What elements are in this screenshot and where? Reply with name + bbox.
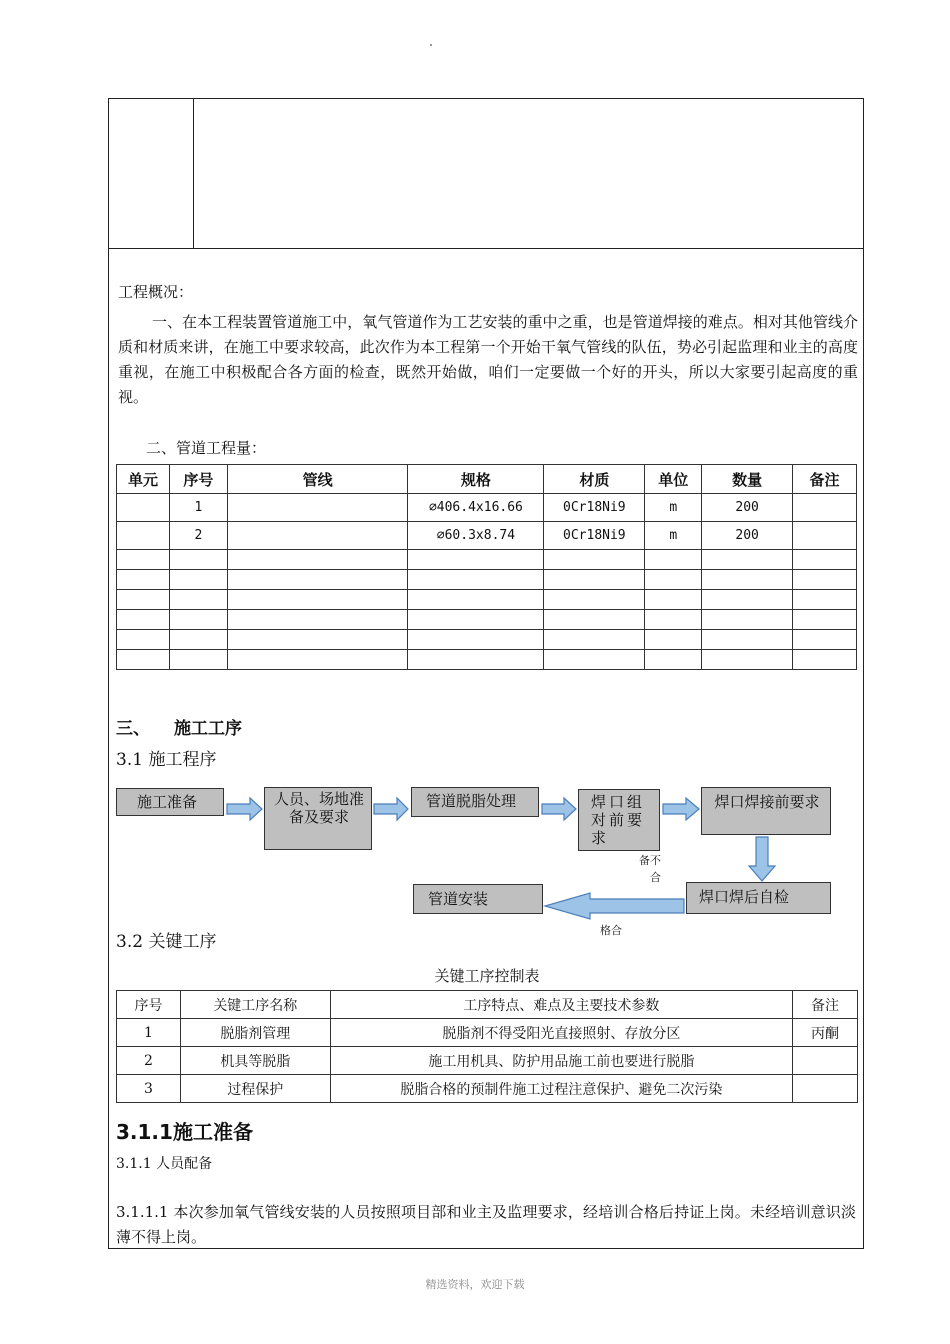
sub-heading-3-1: 3.1 施工程序 bbox=[116, 750, 217, 770]
cell: 1 bbox=[117, 1019, 181, 1047]
arrow-right-icon bbox=[663, 798, 699, 820]
col-header: 单位 bbox=[645, 465, 702, 494]
cell: 过程保护 bbox=[180, 1075, 330, 1103]
col-header: 序号 bbox=[117, 991, 181, 1019]
cell: 200 bbox=[702, 522, 793, 550]
cell: m bbox=[645, 494, 702, 522]
col-header: 备注 bbox=[793, 465, 857, 494]
prep-heading: 3.1.1施工准备 bbox=[116, 1120, 253, 1144]
quantities-heading: 二、管道工程量： bbox=[146, 439, 267, 457]
flow-step-personnel: 人员、场地准备及要求 bbox=[264, 787, 372, 850]
cell: 脱脂合格的预制件施工过程注意保护、避免二次污染 bbox=[330, 1075, 792, 1103]
col-header: 管线 bbox=[227, 465, 408, 494]
table-row bbox=[117, 1019, 858, 1047]
col-header: 材质 bbox=[544, 465, 645, 494]
arrow-down-icon bbox=[749, 837, 775, 881]
cell bbox=[793, 1047, 858, 1075]
key-table-title: 关键工序控制表 bbox=[434, 967, 540, 985]
sub-heading-3-2: 3.2 关键工序 bbox=[116, 932, 217, 952]
prep-text: 3.1.1.1 本次参加氧气管线安装的人员按照项目部和业主及监理要求，经培训合格后持证上岗。未经培训意识淡薄不得上岗。 bbox=[116, 1203, 856, 1246]
section3-number: 三、 bbox=[116, 719, 150, 739]
flow-note-fail: 备不合 bbox=[639, 854, 661, 884]
cell: ∅406.4x16.66 bbox=[408, 494, 544, 522]
flow-step-prep: 施工准备 bbox=[116, 788, 224, 816]
cell: ∅60.3x8.74 bbox=[408, 522, 544, 550]
flow-note-pass: 格合 bbox=[600, 924, 622, 937]
flow-step-preweld: 焊口焊接前要求 bbox=[701, 787, 831, 835]
flow-step-fitup: 焊口组对前要求 bbox=[578, 789, 660, 851]
cell: 2 bbox=[117, 1047, 181, 1075]
flow-step-install: 管道安装 bbox=[413, 884, 543, 914]
table-header-row bbox=[117, 991, 858, 1019]
flow-step-selfcheck: 焊口焊后自检 bbox=[686, 882, 831, 914]
cell: m bbox=[645, 522, 702, 550]
key-process-table bbox=[116, 990, 858, 1103]
cell: 脱脂剂管理 bbox=[180, 1019, 330, 1047]
overview-heading: 工程概况： bbox=[118, 283, 194, 301]
overview-paragraph: 一、在本工程装置管道施工中，氧气管道作为工艺安装的重中之重，也是管道焊接的难点。相对其他管线介质和材质来讲，在施工中要求较高，此次作为本工程第一个开始干氧气管线的队伍，势必引起监理和业主的高度重视，在施工中积极配合各方面的检查，既然开始做，咱们一定要做一个好的开头，所以大家要引起高度的重视。 bbox=[118, 313, 858, 406]
cell: 机具等脱脂 bbox=[180, 1047, 330, 1075]
col-header: 工序特点、难点及主要技术参数 bbox=[330, 991, 792, 1019]
flow-step-degrease: 管道脱脂处理 bbox=[411, 787, 539, 817]
footer-text: 精选资料，欢迎下载 bbox=[425, 1278, 525, 1291]
cell: 1 bbox=[169, 494, 227, 522]
cell: 丙酮 bbox=[793, 1019, 858, 1047]
col-header: 数量 bbox=[702, 465, 793, 494]
col-header: 备注 bbox=[793, 991, 858, 1019]
col-header: 规格 bbox=[408, 465, 544, 494]
arrow-left-icon bbox=[545, 893, 684, 919]
cell: 2 bbox=[169, 522, 227, 550]
cell bbox=[793, 1075, 858, 1103]
prep-subheading: 3.1.1 人员配备 bbox=[116, 1156, 213, 1172]
arrow-right-icon bbox=[374, 798, 408, 820]
cell: 200 bbox=[702, 494, 793, 522]
section3-title: 施工工序 bbox=[174, 719, 242, 739]
arrow-right-icon bbox=[227, 798, 262, 820]
table-row bbox=[117, 1075, 858, 1103]
cell: 0Cr18Ni9 bbox=[544, 494, 645, 522]
cell: 0Cr18Ni9 bbox=[544, 522, 645, 550]
cell: 施工用机具、防护用品施工前也要进行脱脂 bbox=[330, 1047, 792, 1075]
cell: 脱脂剂不得受阳光直接照射、存放分区 bbox=[330, 1019, 792, 1047]
arrow-right-icon bbox=[542, 798, 576, 820]
col-header: 关键工序名称 bbox=[180, 991, 330, 1019]
col-header: 序号 bbox=[169, 465, 227, 494]
cell: 3 bbox=[117, 1075, 181, 1103]
col-header: 单元 bbox=[117, 465, 170, 494]
table-row bbox=[117, 1047, 858, 1075]
